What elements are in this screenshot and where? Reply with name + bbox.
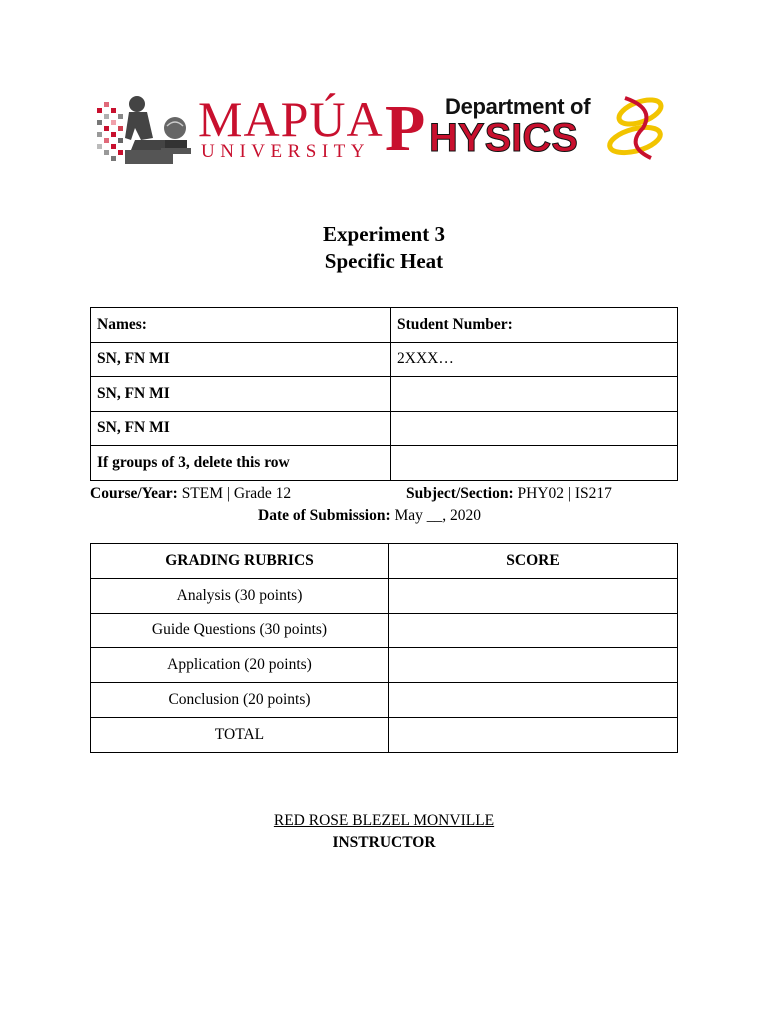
experiment-number: Experiment 3 bbox=[323, 222, 445, 246]
logo-physics-text: HYSICS bbox=[429, 116, 578, 160]
submission-date-value: May __, 2020 bbox=[394, 507, 482, 524]
member-name-cell[interactable]: SN, FN MI bbox=[91, 377, 391, 412]
subject-section-value: PHY02 | IS217 bbox=[517, 485, 612, 502]
member-name-cell[interactable]: If groups of 3, delete this row bbox=[91, 446, 391, 481]
names-header: Names: bbox=[91, 308, 391, 343]
logo-university-text: UNIVERSITY bbox=[201, 141, 370, 162]
table-header-row bbox=[91, 544, 678, 579]
rubric-total-cell: TOTAL bbox=[91, 717, 389, 752]
table-header-row bbox=[91, 308, 678, 343]
member-name-cell[interactable]: SN, FN MI bbox=[91, 342, 391, 377]
table-row bbox=[91, 377, 678, 412]
rubric-header: GRADING RUBRICS bbox=[91, 544, 389, 579]
member-name-cell[interactable]: SN, FN MI bbox=[91, 411, 391, 446]
swirl-emblem-icon bbox=[607, 95, 664, 158]
experiment-title: Specific Heat bbox=[324, 249, 444, 273]
student-number-header: Student Number: bbox=[391, 308, 678, 343]
members-table bbox=[90, 307, 678, 481]
subject-section-label: Subject/Section: bbox=[406, 485, 514, 502]
score-cell[interactable] bbox=[389, 613, 678, 648]
student-number-cell[interactable] bbox=[391, 446, 678, 481]
student-number-cell[interactable]: 2XXX… bbox=[391, 342, 678, 377]
course-year-value: STEM | Grade 12 bbox=[181, 485, 292, 502]
table-row bbox=[91, 411, 678, 446]
student-number-cell[interactable] bbox=[391, 411, 678, 446]
mapua-physics-logo bbox=[95, 88, 675, 172]
table-row bbox=[91, 717, 678, 752]
logo-mapua-text: MAPÚA bbox=[198, 91, 384, 147]
score-cell[interactable] bbox=[389, 683, 678, 718]
rubric-criterion-cell: Guide Questions (30 points) bbox=[91, 613, 389, 648]
course-year-label: Course/Year: bbox=[90, 485, 178, 502]
table-row bbox=[91, 683, 678, 718]
instructor-name: RED ROSE BLEZEL MONVILLE bbox=[273, 812, 495, 829]
rubric-criterion-cell: Analysis (30 points) bbox=[91, 578, 389, 613]
score-cell[interactable] bbox=[389, 648, 678, 683]
student-number-cell[interactable] bbox=[391, 377, 678, 412]
score-header: SCORE bbox=[389, 544, 678, 579]
grading-rubric-table bbox=[90, 543, 678, 753]
table-row bbox=[91, 446, 678, 481]
course-year-line bbox=[90, 484, 291, 504]
table-row bbox=[91, 342, 678, 377]
score-cell[interactable] bbox=[389, 578, 678, 613]
subject-section-line bbox=[406, 484, 612, 504]
table-row bbox=[91, 578, 678, 613]
total-score-cell[interactable] bbox=[389, 717, 678, 752]
rubric-criterion-cell: Application (20 points) bbox=[91, 648, 389, 683]
logo-physics-initial: P bbox=[385, 92, 426, 165]
submission-date-line bbox=[258, 506, 481, 526]
seated-figure-globe-icon bbox=[125, 96, 191, 164]
submission-date-label: Date of Submission: bbox=[258, 507, 391, 524]
pixel-mosaic-icon bbox=[97, 102, 123, 161]
table-row bbox=[91, 613, 678, 648]
logo-department-of-text: Department of bbox=[445, 94, 591, 119]
rubric-criterion-cell: Conclusion (20 points) bbox=[91, 683, 389, 718]
instructor-label: INSTRUCTOR bbox=[332, 834, 436, 851]
table-row bbox=[91, 648, 678, 683]
